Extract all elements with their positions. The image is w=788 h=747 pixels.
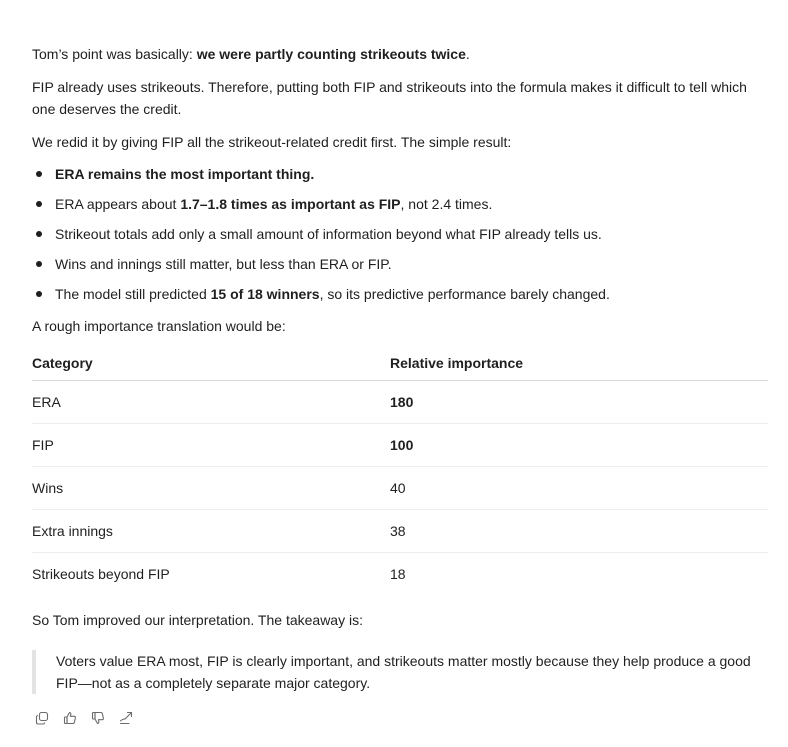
text: Wins and innings still matter, but less than ERA or FIP. bbox=[55, 256, 392, 272]
thumbs-down-button[interactable] bbox=[90, 710, 106, 726]
text: Strikeout totals add only a small amount of information beyond what FIP already tells us. bbox=[55, 226, 602, 242]
thumbs-down-icon bbox=[91, 711, 105, 725]
bold-text: we were partly counting strikeouts twice bbox=[196, 46, 466, 62]
table-row bbox=[32, 510, 768, 553]
bullet-dot bbox=[36, 291, 42, 297]
paragraph-takeaway: So Tom improved our interpretation. The takeaway is: bbox=[32, 612, 363, 628]
column-header-category: Category bbox=[32, 345, 390, 381]
importance-table bbox=[32, 345, 768, 595]
thumbs-up-button[interactable] bbox=[62, 710, 78, 726]
text: ERA appears about bbox=[55, 196, 181, 212]
bold-text: 180 bbox=[390, 394, 414, 410]
bullet-dot bbox=[36, 231, 42, 237]
bold-text: 100 bbox=[390, 437, 414, 453]
paragraph-redid: We redid it by giving FIP all the strikeout-related credit first. The simple result: bbox=[32, 134, 512, 150]
bold-text: 15 of 18 winners bbox=[210, 286, 320, 302]
bullet-dot bbox=[36, 171, 42, 177]
list-item bbox=[32, 253, 768, 283]
list-item bbox=[32, 163, 768, 193]
share-icon bbox=[119, 711, 133, 725]
bullet-dot bbox=[36, 201, 42, 207]
cell-importance bbox=[390, 424, 768, 467]
result-list bbox=[32, 163, 768, 313]
share-button[interactable] bbox=[118, 710, 134, 726]
bullet-dot bbox=[36, 261, 42, 267]
cell-category: Strikeouts beyond FIP bbox=[32, 566, 170, 582]
column-header-importance: Relative importance bbox=[390, 345, 768, 381]
text: Tom’s point was basically: bbox=[32, 46, 197, 62]
list-item bbox=[32, 223, 768, 253]
copy-icon bbox=[35, 711, 49, 725]
paragraph-translation: A rough importance translation would be: bbox=[32, 318, 286, 334]
thumbs-up-icon bbox=[63, 711, 77, 725]
cell-importance: 38 bbox=[390, 510, 768, 553]
table-row bbox=[32, 467, 768, 510]
cell-importance bbox=[390, 381, 768, 424]
table-row bbox=[32, 381, 768, 424]
message-actions bbox=[34, 710, 134, 726]
table-header-row bbox=[32, 345, 768, 381]
text: . bbox=[465, 46, 470, 62]
bold-text: 1.7–1.8 times as important as FIP bbox=[180, 196, 401, 212]
cell-category: Extra innings bbox=[32, 510, 390, 553]
copy-button[interactable] bbox=[34, 710, 50, 726]
takeaway-blockquote bbox=[32, 650, 768, 694]
list-item bbox=[32, 193, 768, 223]
table-row bbox=[32, 424, 768, 467]
text: The model still predicted bbox=[55, 286, 211, 302]
cell-category: FIP bbox=[32, 424, 390, 467]
cell-importance: 18 bbox=[390, 566, 406, 582]
quote-text: Voters value ERA most, FIP is clearly important, and strikeouts matter mostly because they help produce a good FIP—not as a completely separate major category. bbox=[56, 653, 751, 691]
text: , not 2.4 times. bbox=[400, 196, 493, 212]
bold-text: ERA remains the most important thing. bbox=[55, 166, 315, 182]
text: , so its predictive performance barely changed. bbox=[319, 286, 610, 302]
paragraph-tom-point bbox=[32, 43, 470, 65]
paragraph-fip: FIP already uses strikeouts. Therefore, putting both FIP and strikeouts into the formula makes it difficult to tell which one deserves the credit. bbox=[32, 79, 747, 117]
cell-category: Wins bbox=[32, 467, 390, 510]
list-item bbox=[32, 283, 768, 313]
cell-category: ERA bbox=[32, 381, 390, 424]
table-row bbox=[32, 553, 768, 596]
cell-importance: 40 bbox=[390, 467, 768, 510]
